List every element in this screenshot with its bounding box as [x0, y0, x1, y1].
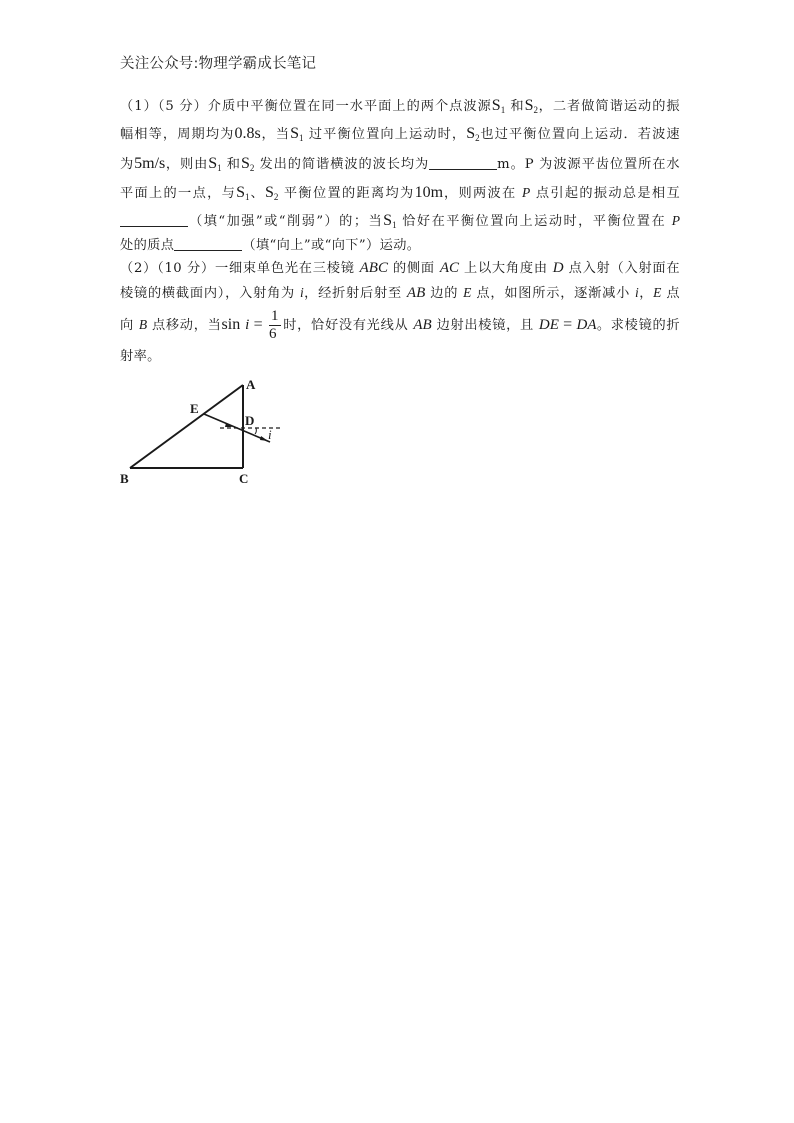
answer-blank-direction[interactable] [174, 236, 242, 251]
point-b: B [138, 317, 148, 332]
text: 点引起的振动总是相互 [530, 186, 681, 201]
period-value: 0.8s [234, 125, 261, 142]
q2-line-1 [120, 258, 680, 279]
text: ，经折射后射至 [303, 286, 407, 301]
label-b: B [120, 471, 129, 486]
label-a: A [246, 377, 256, 392]
label-e: E [190, 401, 199, 416]
source-s2: $S_2$ [466, 125, 480, 143]
point-p: P [671, 213, 681, 228]
point-p: P [522, 185, 531, 200]
q1-line-6 [120, 236, 680, 256]
q1-line-3 [120, 154, 680, 175]
text: 。求棱镜的折 [596, 318, 680, 333]
label-c: C [239, 471, 249, 486]
text: ，则两波在 [443, 186, 523, 201]
prism-abc: ABC [359, 260, 388, 276]
side-ab: AB [406, 285, 426, 301]
source-s2: $S_2$ [240, 155, 255, 173]
text: 也过平衡位置向上运动．若波速 [479, 127, 681, 142]
speed-value: 5m/s [134, 155, 166, 172]
text: ， [638, 286, 654, 301]
text: 和 [510, 99, 525, 114]
text: 发出的简谐横波的波长均为 [259, 157, 430, 172]
prism-diagram [118, 372, 288, 494]
angle-i: i [300, 285, 304, 300]
q1-line-1 [120, 96, 680, 117]
text: 点，如图所示，逐渐减小 [471, 286, 636, 301]
text: 射率。 [120, 349, 161, 364]
point-d: D [552, 260, 564, 276]
source-s2: $S_2$ [264, 184, 279, 202]
label-d: D [245, 413, 255, 428]
text: （填“向上”或“向下”）运动。 [242, 238, 421, 253]
fraction-one-sixth: $\frac{1}{6}$ [268, 308, 279, 342]
text: 为 [120, 157, 135, 172]
sin-function: sin [221, 316, 241, 333]
q2-line-2 [120, 283, 680, 304]
q2-line-4 [120, 347, 680, 367]
q2-line-3 [120, 306, 680, 345]
text: 的侧面 [387, 261, 440, 276]
text: 处的质点 [120, 238, 175, 253]
text: m。P 为波源平齿位置所在水 [497, 157, 681, 172]
text: 、 [249, 186, 265, 201]
page-header: 关注公众号:物理学霸成长笔记 [120, 56, 317, 72]
text: （填“加强”或“削弱”）的；当 [188, 214, 384, 229]
text: 边的 [425, 286, 464, 301]
distance-value: 10m [414, 184, 444, 201]
q1-line-2 [120, 124, 680, 145]
source-s1: $S_1$ [236, 184, 250, 202]
text: 平面上的一点，与 [120, 186, 237, 201]
side-ab: AB [413, 317, 432, 333]
text: 向 [120, 318, 139, 333]
text: 时，恰好没有光线从 [282, 318, 414, 333]
text: 点 [661, 286, 680, 301]
text: 平衡位置的距离均为 [283, 186, 415, 201]
text: 幅相等，周期均为 [120, 127, 235, 142]
label-i: i [268, 427, 272, 442]
equals: = [558, 316, 577, 333]
angle-i: i [245, 317, 250, 333]
q1-line-4 [120, 183, 680, 204]
source-s2: $S_2$ [524, 97, 539, 115]
side-ac: AC [439, 260, 460, 276]
text: （2）（10 分）一细束单色光在三棱镜 [120, 261, 360, 276]
angle-arc [255, 428, 256, 434]
text: 点移动，当 [147, 318, 222, 333]
equals: = [249, 316, 267, 333]
source-s1: $S_1$ [208, 155, 222, 173]
text: ，则由 [165, 157, 209, 172]
text: 边射出棱镜，且 [431, 318, 539, 333]
text: ，当 [260, 127, 291, 142]
arrow-icon [260, 436, 268, 441]
text: 过平衡位置向上运动时， [308, 127, 467, 142]
segment-de: DE [538, 317, 559, 333]
text: 和 [226, 157, 241, 172]
segment-da: DA [576, 317, 597, 333]
point-e: E [463, 285, 472, 300]
text: （1）（5 分）介质中平衡位置在同一水平面上的两个点波源 [120, 99, 492, 114]
point-e: E [653, 285, 662, 300]
text: 棱镜的横截面内），入射角为 [120, 286, 300, 301]
text: 恰好在平衡位置向上运动时，平衡位置在 [402, 214, 672, 229]
answer-blank-interference[interactable] [120, 212, 188, 227]
answer-blank-wavelength[interactable] [429, 155, 497, 170]
text: ，二者做简谐运动的振 [538, 99, 681, 114]
text: 上以大角度由 [459, 261, 553, 276]
text: 点入射（入射面在 [563, 261, 680, 276]
source-s1: $S_1$ [290, 125, 304, 143]
angle-i: i [635, 285, 639, 300]
q1-line-5 [120, 211, 680, 232]
source-s1: $S_1$ [491, 97, 506, 115]
source-s1: $S_1$ [383, 212, 397, 230]
